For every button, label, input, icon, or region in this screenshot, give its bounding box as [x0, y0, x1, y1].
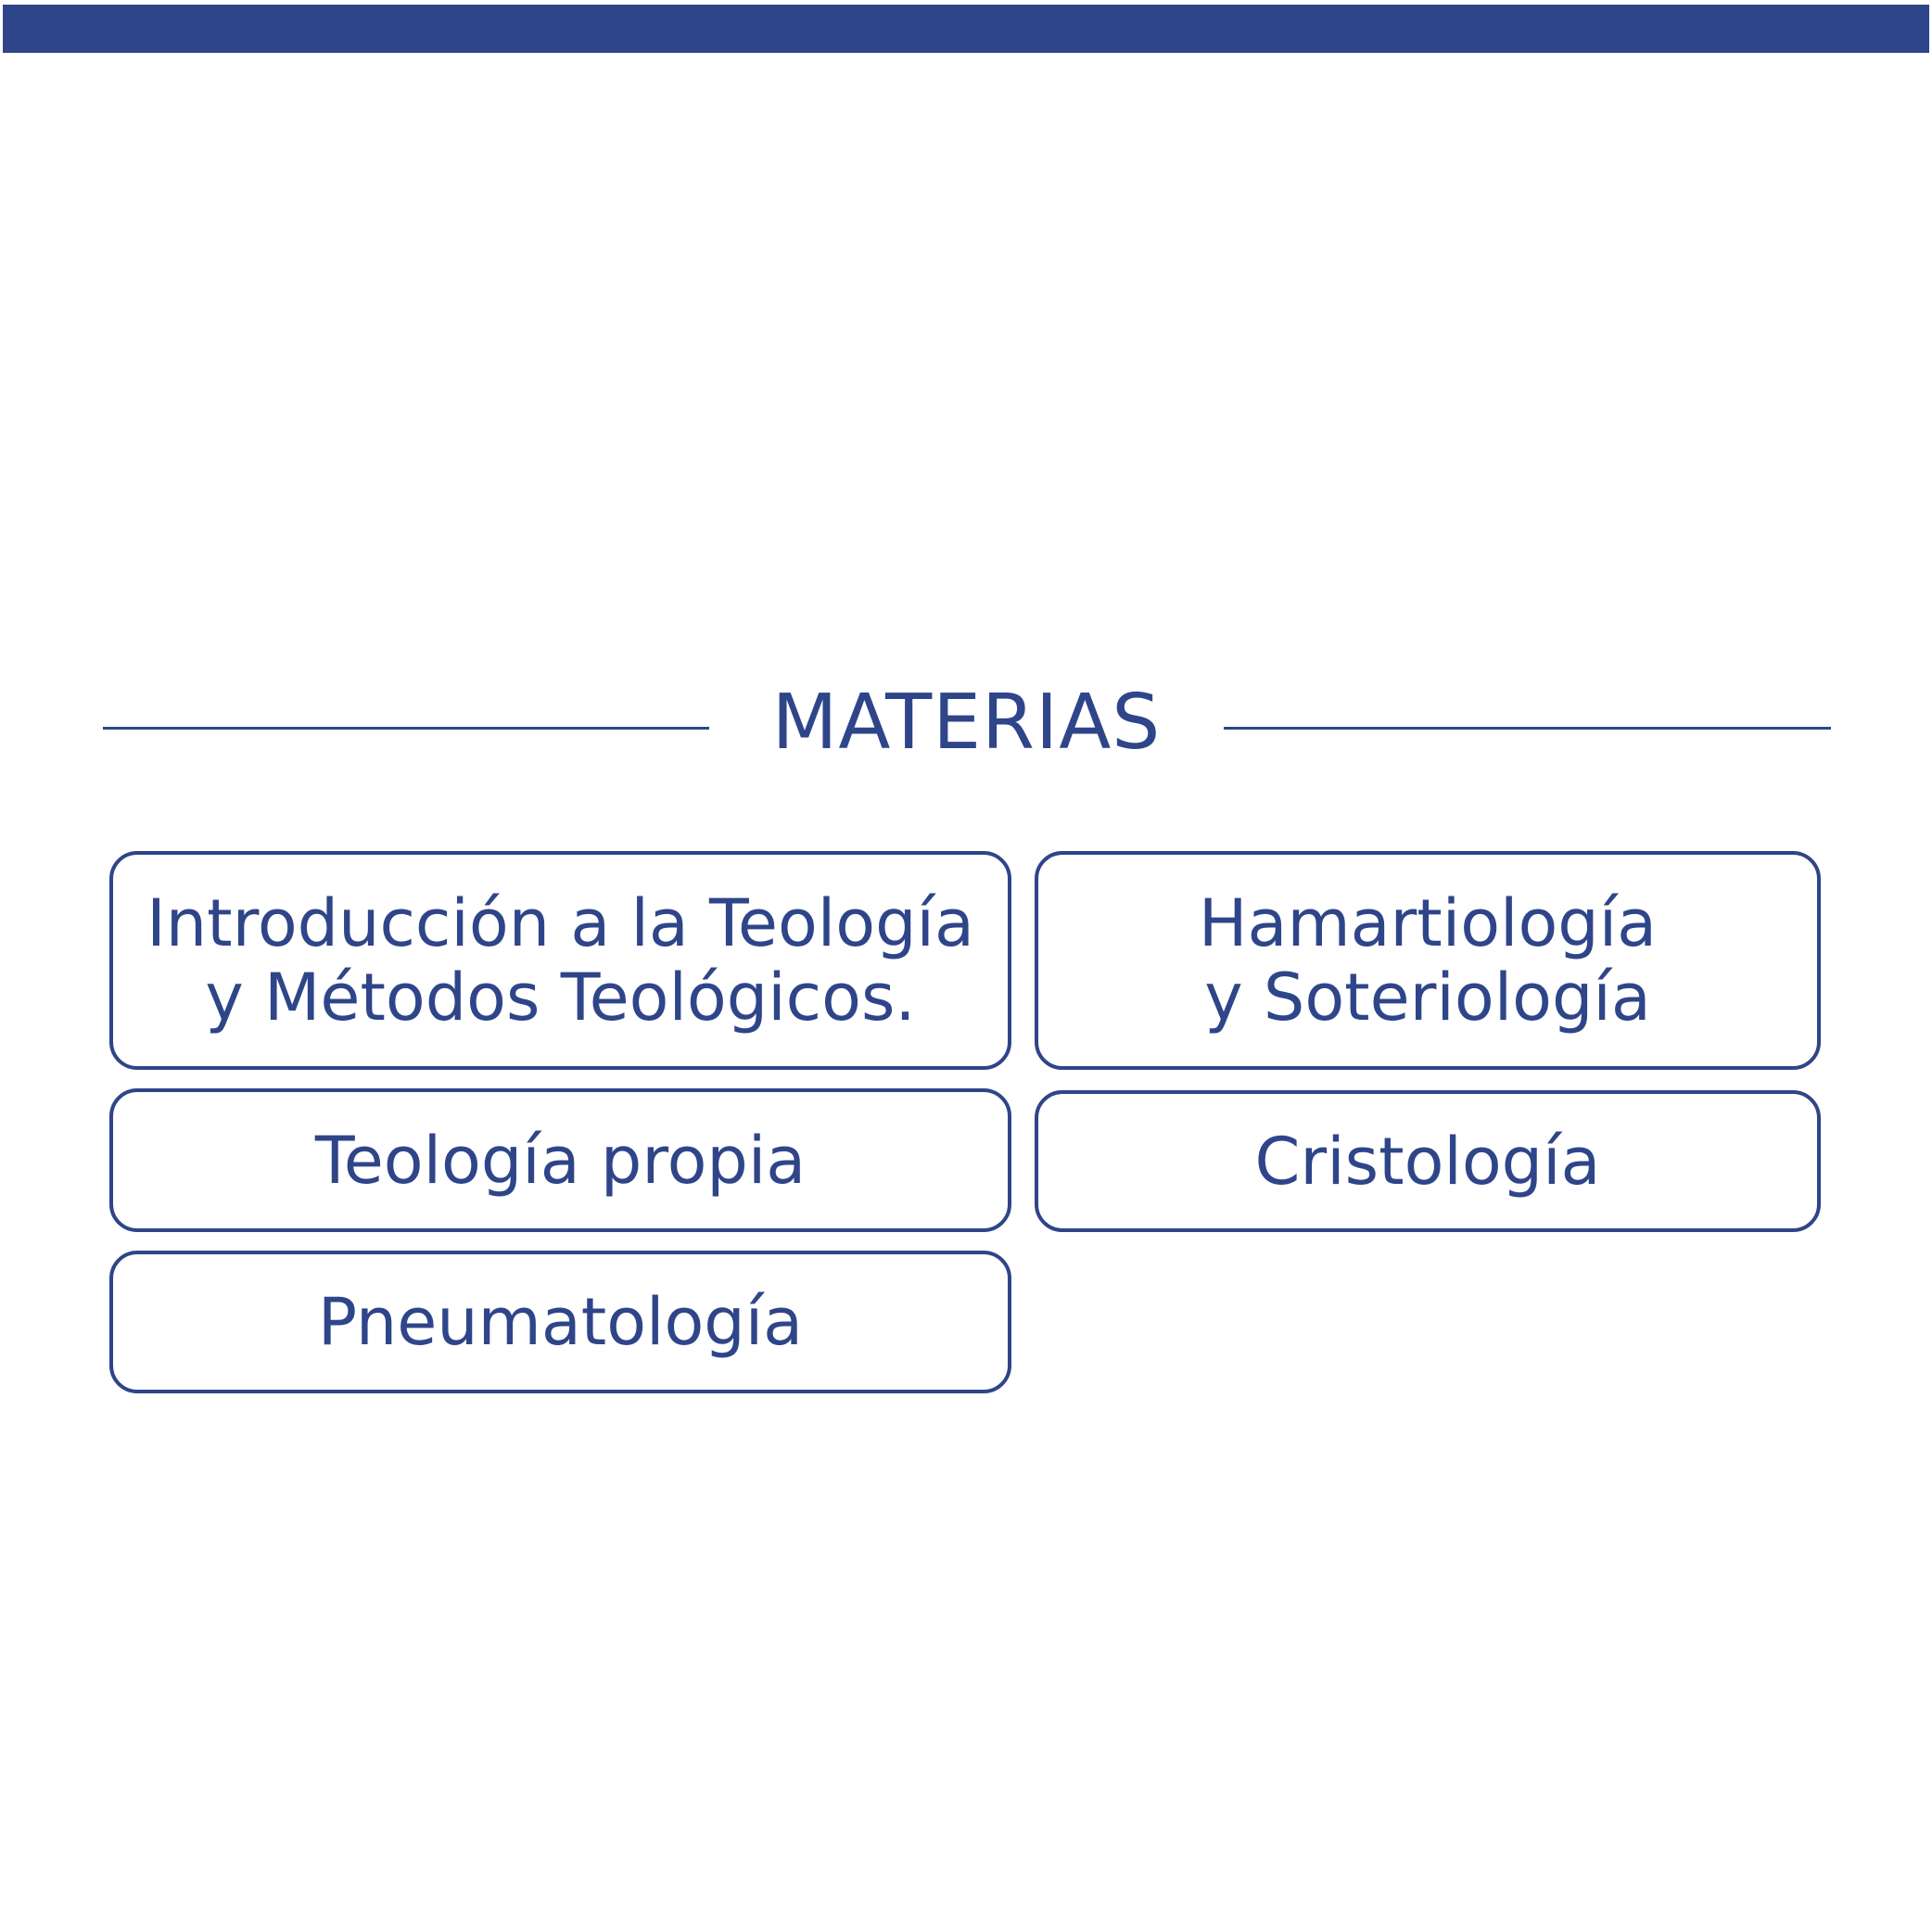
subject-card-hamartiologia-soteriologia[interactable] [1035, 851, 1821, 1070]
top-banner-bar [3, 5, 1929, 53]
heading-divider-right [1224, 727, 1831, 730]
heading-divider-left [103, 727, 709, 730]
subject-card-introduccion-teologia[interactable] [109, 851, 1011, 1070]
section-heading: MATERIAS [771, 679, 1162, 767]
subject-label-line: Introducción a la Teología [146, 885, 974, 961]
subject-card-pneumatologia[interactable] [109, 1251, 1011, 1393]
subject-card-teologia-propia[interactable] [109, 1088, 1011, 1232]
subject-label: Pneumatología [317, 1284, 804, 1360]
subject-label-line: Hamartiología [1198, 885, 1658, 961]
subject-label [146, 886, 974, 1035]
subject-label: Cristología [1254, 1123, 1601, 1200]
subject-label: Teología propia [314, 1122, 807, 1199]
subject-label [1199, 886, 1657, 1035]
subject-card-cristologia[interactable] [1035, 1090, 1821, 1232]
subject-label-line: y Métodos Teológicos. [205, 960, 916, 1036]
subject-label-line: y Soteriología [1204, 960, 1651, 1036]
